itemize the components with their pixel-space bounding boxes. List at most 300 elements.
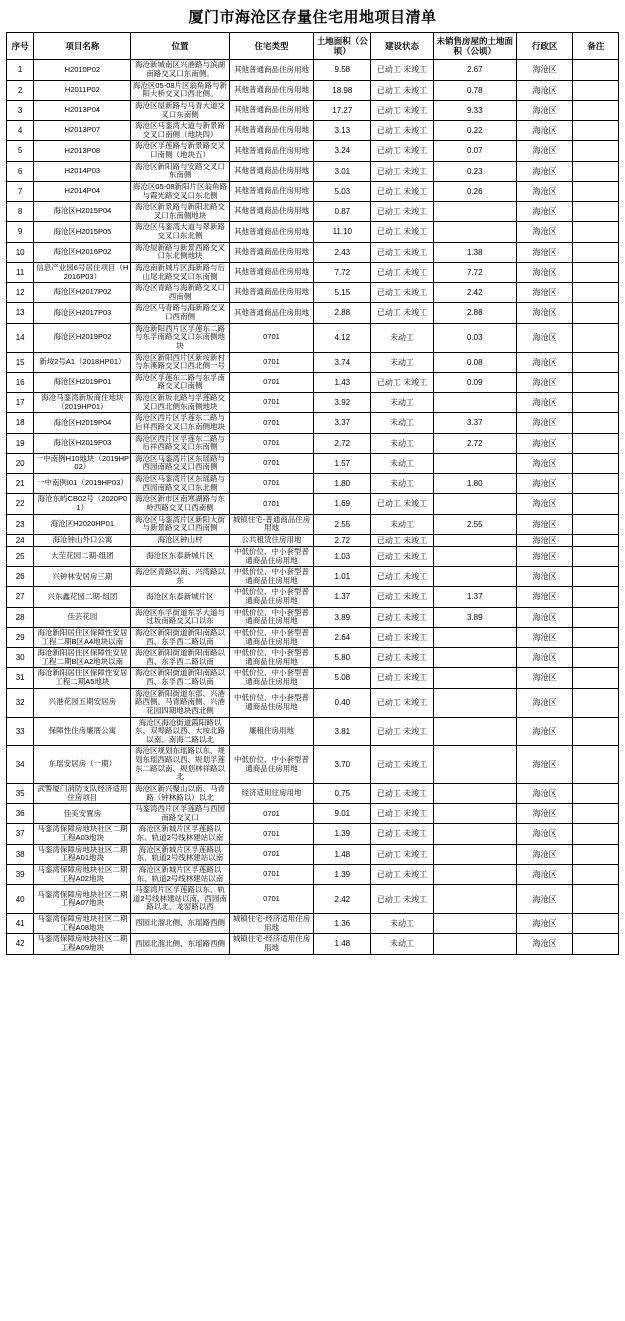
cell-location: 海沧新城南区兴港路与滨湖南路交叉口东南侧。 [131, 60, 229, 80]
cell-project-name: 海沧区H2017P03 [34, 303, 131, 323]
cell-project-name: 海沧区H2016P02 [34, 242, 131, 262]
cell-construction-status: 已动工 未竣工 [371, 303, 434, 323]
cell-construction-status: 已动工 未竣工 [371, 181, 434, 201]
header-row [7, 33, 619, 60]
cell-housing-type: 0701 [229, 494, 314, 514]
cell-land-area: 5.03 [314, 181, 371, 201]
cell-location: 海沧区05-08片区翁角路与新阳大桥交叉口西北侧。 [131, 80, 229, 100]
cell-district: 海沧区 [516, 804, 573, 824]
cell-project-name: 海沧马銮湾新坂商住地块（2019HP01） [34, 393, 131, 413]
cell-location: 海沧区新阳路与安路交叉口东南侧 [131, 161, 229, 181]
cell-unsold-land-area [433, 746, 516, 784]
cell-district: 海沧区 [516, 864, 573, 884]
cell-remark [573, 372, 619, 392]
cell-location: 海沧区马銮湾大道与翠新路交叉口东北侧 [131, 222, 229, 242]
cell-construction-status: 已动工 未竣工 [371, 161, 434, 181]
cell-unsold-land-area [433, 804, 516, 824]
cell-district: 海沧区 [516, 202, 573, 222]
cell-construction-status: 已动工 未竣工 [371, 824, 434, 844]
cell-unsold-land-area [433, 934, 516, 954]
cell-district: 海沧区 [516, 914, 573, 934]
cell-unsold-land-area [433, 717, 516, 746]
cell-housing-type: 其他普通商品住房用地 [229, 161, 314, 181]
table-row [7, 121, 619, 141]
cell-district: 海沧区 [516, 546, 573, 566]
cell-construction-status: 已动工 未竣工 [371, 746, 434, 784]
cell-land-area: 2.42 [314, 885, 371, 914]
table-row [7, 648, 619, 668]
cell-remark [573, 587, 619, 607]
cell-housing-type: 中低价位、中小套型普通商品住房用地 [229, 746, 314, 784]
cell-district: 海沧区 [516, 303, 573, 323]
cell-land-area: 2.72 [314, 534, 371, 546]
cell-remark [573, 453, 619, 473]
cell-unsold-land-area [433, 783, 516, 803]
cell-land-area: 3.01 [314, 161, 371, 181]
cell-project-name: 海沧区H2015P05 [34, 222, 131, 242]
cell-remark [573, 141, 619, 161]
table-row [7, 567, 619, 587]
cell-remark [573, 80, 619, 100]
cell-construction-status: 已动工 未竣工 [371, 885, 434, 914]
cell-seq: 16 [7, 372, 34, 392]
cell-project-name: H2014P03 [34, 161, 131, 181]
table-row [7, 100, 619, 120]
cell-location: 海沧区05-08新阳片区翁角路与霞光路交叉口东北侧 [131, 181, 229, 201]
cell-project-name: 兴东鑫花园二期-组团 [34, 587, 131, 607]
table-row [7, 824, 619, 844]
table-row [7, 433, 619, 453]
cell-unsold-land-area: 0.23 [433, 161, 516, 181]
table-row [7, 804, 619, 824]
cell-land-area: 1.80 [314, 474, 371, 494]
cell-remark [573, 514, 619, 534]
cell-unsold-land-area: 0.22 [433, 121, 516, 141]
cell-project-name: 海沧区H2017P02 [34, 283, 131, 303]
cell-unsold-land-area: 0.26 [433, 181, 516, 201]
table-row [7, 222, 619, 242]
cell-construction-status: 已动工 未竣工 [371, 222, 434, 242]
cell-remark [573, 474, 619, 494]
cell-unsold-land-area: 2.67 [433, 60, 516, 80]
cell-project-name: 海沧区H2019P03 [34, 433, 131, 453]
cell-construction-status: 已动工 未竣工 [371, 804, 434, 824]
cell-housing-type: 0701 [229, 824, 314, 844]
cell-unsold-land-area [433, 648, 516, 668]
cell-district: 海沧区 [516, 783, 573, 803]
cell-remark [573, 352, 619, 372]
table-row [7, 668, 619, 688]
cell-project-name: 兴钟林安居房三期 [34, 567, 131, 587]
cell-housing-type: 中低价位、中小套型普通商品住房用地 [229, 688, 314, 717]
cell-district: 海沧区 [516, 352, 573, 372]
cell-project-name: 马銮湾保障房地块社区二期工程A08地块 [34, 914, 131, 934]
table-row [7, 80, 619, 100]
cell-project-name: 海沧区H2019P02 [34, 323, 131, 352]
table-row [7, 181, 619, 201]
table-row [7, 352, 619, 372]
cell-location: 海沧区新城片区孚莲路以东、轨道2号线林建站以南 [131, 864, 229, 884]
table-row [7, 453, 619, 473]
cell-seq: 19 [7, 433, 34, 453]
cell-construction-status: 未动工 [371, 914, 434, 934]
cell-construction-status: 未动工 [371, 393, 434, 413]
cell-land-area: 2.55 [314, 514, 371, 534]
cell-project-name: H2013P08 [34, 141, 131, 161]
cell-housing-type: 经济适用住房用地 [229, 783, 314, 803]
table-row [7, 783, 619, 803]
cell-seq: 34 [7, 746, 34, 784]
cell-location: 海沧区新城片区孚莲路以东、轨道2号线林建站以南 [131, 824, 229, 844]
cell-land-area: 0.40 [314, 688, 371, 717]
cell-remark [573, 283, 619, 303]
cell-land-area: 2.64 [314, 627, 371, 647]
cell-unsold-land-area [433, 627, 516, 647]
cell-remark [573, 627, 619, 647]
cell-location: 海沧区新兴聚山以南、马青路（钟林路以）以北 [131, 783, 229, 803]
cell-location: 海沧区新阳西片区新垵新村与东溪路交叉口西北侧一号 [131, 352, 229, 372]
cell-project-name: H2013P04 [34, 100, 131, 120]
cell-housing-type: 0701 [229, 864, 314, 884]
table-row [7, 514, 619, 534]
cell-location: 海沧区新坂北路与孚莲路交叉口西北侧东南侧地块 [131, 393, 229, 413]
table-row [7, 864, 619, 884]
cell-district: 海沧区 [516, 161, 573, 181]
cell-land-area: 5.80 [314, 648, 371, 668]
cell-district: 海沧区 [516, 688, 573, 717]
cell-unsold-land-area [433, 494, 516, 514]
cell-construction-status: 未动工 [371, 934, 434, 954]
cell-district: 海沧区 [516, 141, 573, 161]
cell-housing-type: 0701 [229, 453, 314, 473]
cell-unsold-land-area: 3.37 [433, 413, 516, 433]
cell-housing-type: 其他普通商品住房用地 [229, 100, 314, 120]
table-row [7, 283, 619, 303]
cell-unsold-land-area [433, 393, 516, 413]
cell-seq: 4 [7, 121, 34, 141]
column-header-housing-type: 住宅类型 [229, 33, 314, 60]
cell-district: 海沧区 [516, 100, 573, 120]
cell-unsold-land-area: 0.78 [433, 80, 516, 100]
cell-seq: 28 [7, 607, 34, 627]
cell-construction-status: 已动工 未竣工 [371, 607, 434, 627]
cell-housing-type: 0701 [229, 844, 314, 864]
cell-district: 海沧区 [516, 668, 573, 688]
table-row [7, 141, 619, 161]
cell-location: 马銮湾片区孚莲路以东、轨道2号线林建站以南、西园南路以北、龙窑路以西 [131, 885, 229, 914]
cell-seq: 27 [7, 587, 34, 607]
cell-remark [573, 607, 619, 627]
cell-construction-status: 已动工 未竣工 [371, 121, 434, 141]
cell-remark [573, 783, 619, 803]
cell-location: 马銮湾西片区孚莲路与西园南路交叉口 [131, 804, 229, 824]
cell-unsold-land-area [433, 824, 516, 844]
cell-location: 海沧区新景路与新阳北路交叉口东南侧地块 [131, 202, 229, 222]
cell-housing-type: 0701 [229, 352, 314, 372]
cell-remark [573, 393, 619, 413]
cell-land-area: 3.92 [314, 393, 371, 413]
cell-construction-status: 已动工 未竣工 [371, 80, 434, 100]
table-row [7, 494, 619, 514]
cell-district: 海沧区 [516, 494, 573, 514]
cell-district: 海沧区 [516, 648, 573, 668]
cell-seq: 5 [7, 141, 34, 161]
cell-seq: 3 [7, 100, 34, 120]
cell-land-area: 3.37 [314, 413, 371, 433]
cell-land-area: 2.88 [314, 303, 371, 323]
cell-seq: 39 [7, 864, 34, 884]
cell-construction-status: 未动工 [371, 323, 434, 352]
cell-housing-type: 0701 [229, 372, 314, 392]
cell-location: 海沧区新城片区孚莲路以东、轨道2号线林建站以南 [131, 844, 229, 864]
cell-construction-status: 已动工 未竣工 [371, 372, 434, 392]
cell-land-area: 3.70 [314, 746, 371, 784]
table-row [7, 534, 619, 546]
cell-remark [573, 688, 619, 717]
cell-district: 海沧区 [516, 567, 573, 587]
column-header-remark: 备注 [573, 33, 619, 60]
cell-seq: 1 [7, 60, 34, 80]
cell-unsold-land-area: 0.08 [433, 352, 516, 372]
cell-unsold-land-area [433, 864, 516, 884]
cell-unsold-land-area: 1.38 [433, 242, 516, 262]
cell-housing-type: 中低价位、中小套型普通商品住房用地 [229, 627, 314, 647]
cell-district: 海沧区 [516, 746, 573, 784]
cell-housing-type: 其他普通商品住房用地 [229, 262, 314, 282]
cell-project-name: 信息产业园6号居住项目（H2016P03） [34, 262, 131, 282]
cell-land-area: 1.03 [314, 546, 371, 566]
table-row [7, 746, 619, 784]
cell-project-name: 海沧区H2019P01 [34, 372, 131, 392]
cell-location: 海沧区东泰新城片区 [131, 587, 229, 607]
cell-construction-status: 已动工 未竣工 [371, 262, 434, 282]
cell-location: 海沧区新阳街道新阳南路以西、东孚西二路以南 [131, 648, 229, 668]
cell-district: 海沧区 [516, 323, 573, 352]
cell-seq: 36 [7, 804, 34, 824]
cell-unsold-land-area [433, 688, 516, 717]
cell-location: 海沧区孚莲东二路与东孚南路交叉口南侧 [131, 372, 229, 392]
cell-unsold-land-area: 2.55 [433, 514, 516, 534]
cell-project-name: 海沧东屿CB02号（2020P01） [34, 494, 131, 514]
cell-construction-status: 未动工 [371, 474, 434, 494]
cell-unsold-land-area: 9.33 [433, 100, 516, 120]
cell-housing-type: 城镇住宅-普通商品住房用地 [229, 514, 314, 534]
cell-district: 海沧区 [516, 80, 573, 100]
cell-seq: 22 [7, 494, 34, 514]
cell-location: 海沧区马銮湾大道与新景路交叉口南侧（地块四） [131, 121, 229, 141]
cell-housing-type: 城镇住宅-经济适用住房用地 [229, 914, 314, 934]
cell-unsold-land-area [433, 453, 516, 473]
cell-housing-type: 其他普通商品住房用地 [229, 242, 314, 262]
cell-unsold-land-area: 0.03 [433, 323, 516, 352]
cell-housing-type: 0701 [229, 393, 314, 413]
cell-remark [573, 804, 619, 824]
cell-construction-status: 已动工 未竣工 [371, 844, 434, 864]
table-row [7, 60, 619, 80]
cell-project-name: H2014P04 [34, 181, 131, 201]
cell-project-name: 海沧钟山外口公寓 [34, 534, 131, 546]
cell-project-name: 武警厦门消防支队经济适用住房项目 [34, 783, 131, 803]
cell-construction-status: 未动工 [371, 352, 434, 372]
cell-land-area: 1.43 [314, 372, 371, 392]
cell-housing-type: 廉租住房用地 [229, 717, 314, 746]
cell-construction-status: 未动工 [371, 433, 434, 453]
cell-seq: 41 [7, 914, 34, 934]
cell-land-area: 5.08 [314, 668, 371, 688]
cell-seq: 20 [7, 453, 34, 473]
cell-district: 海沧区 [516, 433, 573, 453]
column-header-location: 位置 [131, 33, 229, 60]
cell-seq: 21 [7, 474, 34, 494]
table-row [7, 934, 619, 954]
cell-seq: 9 [7, 222, 34, 242]
cell-district: 海沧区 [516, 242, 573, 262]
cell-land-area: 9.01 [314, 804, 371, 824]
cell-seq: 35 [7, 783, 34, 803]
cell-district: 海沧区 [516, 413, 573, 433]
cell-district: 海沧区 [516, 393, 573, 413]
cell-housing-type: 0701 [229, 885, 314, 914]
cell-district: 海沧区 [516, 181, 573, 201]
cell-remark [573, 844, 619, 864]
cell-seq: 38 [7, 844, 34, 864]
cell-construction-status: 已动工 未竣工 [371, 60, 434, 80]
cell-seq: 26 [7, 567, 34, 587]
cell-housing-type: 城镇住宅-经济适用住房用地 [229, 934, 314, 954]
column-header-unsold-land-area: 未销售房屋的土地面积（公顷） [433, 33, 516, 60]
cell-remark [573, 202, 619, 222]
cell-seq: 29 [7, 627, 34, 647]
cell-remark [573, 100, 619, 120]
cell-location: 西园北溜北侧、东瑶路西侧 [131, 914, 229, 934]
cell-seq: 2 [7, 80, 34, 100]
cell-unsold-land-area [433, 668, 516, 688]
cell-project-name: 一中南例I01（2019HP03） [34, 474, 131, 494]
table-row [7, 607, 619, 627]
cell-remark [573, 914, 619, 934]
cell-remark [573, 885, 619, 914]
cell-project-name: 保障性住房廉厝公寓 [34, 717, 131, 746]
cell-location: 海沧区孚莲路与新景路交叉口南侧（地块五） [131, 141, 229, 161]
cell-seq: 37 [7, 824, 34, 844]
table-row [7, 914, 619, 934]
cell-remark [573, 161, 619, 181]
cell-remark [573, 534, 619, 546]
cell-project-name: 大茔花园二期-组团 [34, 546, 131, 566]
cell-unsold-land-area [433, 534, 516, 546]
cell-construction-status: 已动工 未竣工 [371, 668, 434, 688]
cell-unsold-land-area: 2.88 [433, 303, 516, 323]
cell-housing-type: 其他普通商品住房用地 [229, 60, 314, 80]
table-row [7, 303, 619, 323]
column-header-construction-status: 建设状态 [371, 33, 434, 60]
cell-location: 海沧区屋新路与马青大道交叉口东南侧 [131, 100, 229, 120]
cell-housing-type: 中低价位、中小套型普通商品住房用地 [229, 607, 314, 627]
cell-housing-type: 其他普通商品住房用地 [229, 303, 314, 323]
cell-project-name: 一中南例H10地块（2019HP02） [34, 453, 131, 473]
cell-district: 海沧区 [516, 934, 573, 954]
cell-construction-status: 已动工 未竣工 [371, 587, 434, 607]
cell-land-area: 2.43 [314, 242, 371, 262]
cell-project-name: 海沧区H2015P04 [34, 202, 131, 222]
cell-district: 海沧区 [516, 372, 573, 392]
cell-district: 海沧区 [516, 283, 573, 303]
cell-construction-status: 已动工 未竣工 [371, 494, 434, 514]
cell-district: 海沧区 [516, 222, 573, 242]
cell-housing-type: 其他普通商品住房用地 [229, 283, 314, 303]
table-row [7, 262, 619, 282]
cell-location: 海沧区新阳街道新阳南路以西、东孚西二路以南 [131, 627, 229, 647]
cell-district: 海沧区 [516, 60, 573, 80]
cell-land-area: 1.39 [314, 864, 371, 884]
cell-location: 海沧区马銮湾片区东瑶路与西园南路交叉口西南侧 [131, 453, 229, 473]
cell-unsold-land-area [433, 222, 516, 242]
cell-construction-status: 已动工 未竣工 [371, 717, 434, 746]
cell-unsold-land-area [433, 546, 516, 566]
cell-unsold-land-area [433, 885, 516, 914]
cell-seq: 14 [7, 323, 34, 352]
cell-location: 海沧区西片区孚莲东二路与后祥西路交叉口东南侧地块 [131, 413, 229, 433]
cell-seq: 17 [7, 393, 34, 413]
cell-housing-type: 中低价位、中小套型普通商品住房用地 [229, 668, 314, 688]
cell-project-name: 兴港花园五期安居房 [34, 688, 131, 717]
cell-location: 海沧区东泰新城片区 [131, 546, 229, 566]
cell-seq: 24 [7, 534, 34, 546]
cell-seq: 25 [7, 546, 34, 566]
cell-housing-type: 0701 [229, 323, 314, 352]
cell-location: 海沧区马銮湾片区东瑶路与西园南路交叉口东北侧 [131, 474, 229, 494]
cell-location: 海沧南新城片区海新路与后山尾北路交叉口东南侧 [131, 262, 229, 282]
cell-project-name: 海沧区H2020HP01 [34, 514, 131, 534]
cell-land-area: 2.72 [314, 433, 371, 453]
housing-land-table [6, 32, 619, 955]
cell-project-name: 马銮湾保障房地块社区二期工程A01地块 [34, 844, 131, 864]
cell-remark [573, 717, 619, 746]
cell-seq: 10 [7, 242, 34, 262]
cell-remark [573, 242, 619, 262]
cell-location: 海沧区海沧街道霞阳路以东、双埠路以西、大垵北路以南、南海二路以北 [131, 717, 229, 746]
cell-seq: 33 [7, 717, 34, 746]
cell-housing-type: 0701 [229, 433, 314, 453]
table-row [7, 844, 619, 864]
cell-seq: 31 [7, 668, 34, 688]
cell-location: 海沧区新阳街道新阳南路以西、东孚西二路以南 [131, 668, 229, 688]
cell-housing-type: 0701 [229, 413, 314, 433]
cell-remark [573, 934, 619, 954]
cell-unsold-land-area: 1.80 [433, 474, 516, 494]
cell-construction-status: 已动工 未竣工 [371, 688, 434, 717]
cell-construction-status: 已动工 未竣工 [371, 534, 434, 546]
cell-district: 海沧区 [516, 607, 573, 627]
cell-construction-status: 已动工 未竣工 [371, 864, 434, 884]
table-body [7, 60, 619, 954]
cell-unsold-land-area: 7.72 [433, 262, 516, 282]
cell-remark [573, 222, 619, 242]
cell-district: 海沧区 [516, 534, 573, 546]
cell-land-area: 5.15 [314, 283, 371, 303]
cell-construction-status: 已动工 未竣工 [371, 648, 434, 668]
cell-district: 海沧区 [516, 474, 573, 494]
cell-unsold-land-area: 2.42 [433, 283, 516, 303]
cell-district: 海沧区 [516, 121, 573, 141]
table-row [7, 717, 619, 746]
cell-construction-status: 已动工 未竣工 [371, 100, 434, 120]
cell-remark [573, 746, 619, 784]
cell-housing-type: 中低价位、中小套型普通商品住房用地 [229, 546, 314, 566]
cell-unsold-land-area [433, 202, 516, 222]
cell-seq: 7 [7, 181, 34, 201]
cell-land-area: 1.48 [314, 934, 371, 954]
